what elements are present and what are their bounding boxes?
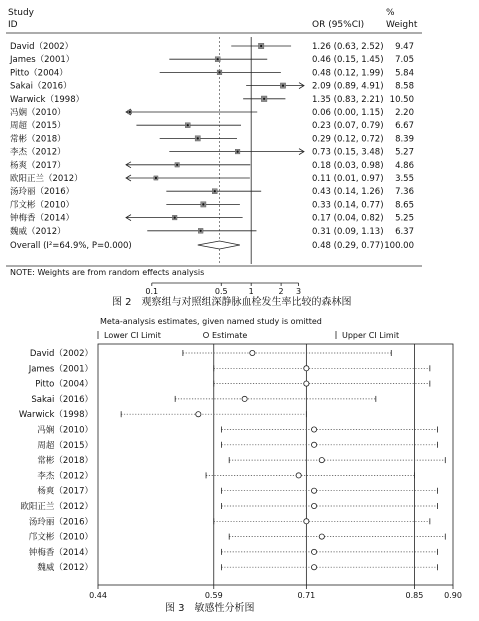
estimate-marker xyxy=(311,427,316,432)
point-estimate xyxy=(155,177,157,179)
legend-estimate: Estimate xyxy=(212,331,248,340)
id-header: ID xyxy=(8,20,18,30)
estimate-marker xyxy=(196,412,201,417)
point-estimate xyxy=(200,230,202,232)
weight-header: Weight xyxy=(386,20,418,30)
estimate-marker xyxy=(311,549,316,554)
point-estimate xyxy=(218,71,220,73)
x-tick-label: 0.44 xyxy=(89,591,107,600)
point-estimate xyxy=(282,85,284,87)
study-label: 邝文彬（2010） xyxy=(10,200,75,211)
point-estimate xyxy=(202,203,204,205)
overall-label: Overall (I²=64.9%, P=0.000) xyxy=(10,241,132,251)
forest-plot-body xyxy=(9,37,414,296)
study-label: 冯娴（2010） xyxy=(10,108,66,118)
estimate-marker xyxy=(304,519,309,524)
sensitivity-study-label: Pitto（2004） xyxy=(35,379,93,390)
sensitivity-study-label: David（2002） xyxy=(29,349,93,359)
sensitivity-study-label: James（2001） xyxy=(28,364,93,375)
study-label: 魏威（2012） xyxy=(10,226,66,237)
x-tick-label: 0.1 xyxy=(145,287,159,296)
or-ci-value: 2.09 (0.89, 4.91) xyxy=(312,81,384,92)
or-ci-header: OR (95%CI) xyxy=(312,20,365,30)
legend-lower-ci: Lower CI Limit xyxy=(104,331,161,340)
study-label: James（2001） xyxy=(10,55,75,66)
weight-value: 4.86 xyxy=(395,160,414,171)
overall-weight-value: 100.00 xyxy=(384,241,414,251)
sensitivity-study-label: 周超（2015） xyxy=(37,440,93,451)
figure3-caption: 图 3 敏感性分析图 xyxy=(165,603,255,614)
x-tick-label: 0.59 xyxy=(204,591,223,600)
sensitivity-plot-body xyxy=(19,344,462,600)
or-ci-value: 0.29 (0.12, 0.72) xyxy=(312,134,384,145)
point-estimate xyxy=(260,45,262,47)
point-estimate xyxy=(187,124,189,126)
weight-value: 10.50 xyxy=(389,94,414,105)
weight-value: 5.25 xyxy=(395,213,414,224)
figure2-caption: 图 2 观察组与对照组深静脉血栓发生率比较的森林图 xyxy=(112,297,352,308)
sensitivity-study-label: 魏威（2012） xyxy=(37,563,93,574)
weight-value: 7.05 xyxy=(395,55,414,66)
or-ci-value: 0.43 (0.14, 1.26) xyxy=(312,187,384,198)
sensitivity-study-label: 冯娴（2010） xyxy=(37,425,93,436)
weight-value: 9.47 xyxy=(395,42,414,52)
sensitivity-title: Meta-analysis estimates, given named study is omitted xyxy=(100,317,322,326)
study-label: 常彬（2018） xyxy=(10,134,66,145)
or-ci-value: 1.26 (0.63, 2.52) xyxy=(312,42,384,52)
study-header: Study xyxy=(8,8,34,18)
point-estimate xyxy=(236,151,238,153)
or-ci-value: 0.23 (0.07, 0.79) xyxy=(312,121,384,132)
sensitivity-plot xyxy=(19,317,462,600)
study-label: David（2002） xyxy=(10,42,74,52)
sensitivity-study-label: 邝文彬（2010） xyxy=(28,532,93,543)
or-ci-value: 0.73 (0.15, 3.48) xyxy=(312,147,384,158)
or-ci-value: 0.31 (0.09, 1.13) xyxy=(312,226,384,237)
sensitivity-study-label: 常彬（2018） xyxy=(37,456,93,467)
x-tick-label: 0.5 xyxy=(214,287,228,296)
estimate-marker xyxy=(311,503,316,508)
x-tick-label: 1 xyxy=(248,287,254,296)
x-tick-label: 0.90 xyxy=(444,591,462,600)
study-label: Sakai（2016） xyxy=(10,81,72,92)
estimate-marker xyxy=(311,488,316,493)
weight-value: 2.20 xyxy=(395,108,414,118)
overall-diamond xyxy=(198,241,240,249)
x-tick-label: 2 xyxy=(278,287,284,296)
estimate-marker xyxy=(319,534,324,539)
point-estimate xyxy=(263,98,265,100)
or-ci-value: 0.06 (0.00, 1.15) xyxy=(312,108,384,118)
point-estimate xyxy=(129,111,131,113)
point-estimate xyxy=(176,164,178,166)
legend-upper-ci: Upper CI Limit xyxy=(342,331,400,340)
sensitivity-study-label: 李杰（2012） xyxy=(37,471,93,482)
or-ci-value: 0.18 (0.03, 0.98) xyxy=(312,160,384,171)
weight-value: 6.67 xyxy=(395,121,414,132)
weight-value: 7.36 xyxy=(395,187,414,198)
point-estimate xyxy=(217,58,219,60)
weight-value: 8.65 xyxy=(395,200,414,211)
study-label: 汤玲丽（2016） xyxy=(10,187,75,198)
overall-or-ci-value: 0.48 (0.29, 0.77) xyxy=(312,241,384,251)
x-tick-label: 0.85 xyxy=(405,591,424,600)
sensitivity-study-label: 钟梅香（2014） xyxy=(28,547,93,558)
estimate-marker xyxy=(319,458,324,463)
x-tick-label: 3 xyxy=(296,287,302,296)
sensitivity-study-label: Warwick（1998） xyxy=(18,410,93,421)
point-estimate xyxy=(174,217,176,219)
estimate-legend-marker xyxy=(203,332,208,337)
weight-value: 3.55 xyxy=(395,174,414,184)
weight-value: 5.27 xyxy=(395,147,414,158)
study-label: 杨爽（2017） xyxy=(10,160,66,171)
weight-value: 8.39 xyxy=(395,134,414,145)
weight-value: 5.84 xyxy=(395,68,414,79)
estimate-marker xyxy=(242,396,247,401)
estimate-marker xyxy=(296,473,301,478)
sensitivity-study-label: 杨爽（2017） xyxy=(37,486,93,497)
sensitivity-frame xyxy=(98,344,453,585)
study-label: Pitto（2004） xyxy=(10,68,68,79)
estimate-marker xyxy=(250,350,255,355)
estimate-marker xyxy=(311,565,316,570)
estimate-marker xyxy=(311,442,316,447)
or-ci-value: 0.33 (0.14, 0.77) xyxy=(312,200,384,211)
forest-plot xyxy=(6,8,422,296)
estimate-marker xyxy=(304,381,309,386)
x-tick-label: 0.71 xyxy=(297,591,316,600)
study-label: 钟梅香（2014） xyxy=(10,213,75,224)
or-ci-value: 0.48 (0.12, 1.99) xyxy=(312,68,384,79)
or-ci-value: 0.11 (0.01, 0.97) xyxy=(312,174,384,184)
study-label: 周超（2015） xyxy=(10,121,66,132)
sensitivity-study-label: 汤玲丽（2016） xyxy=(28,517,93,528)
study-label: 李杰（2012） xyxy=(10,147,66,158)
or-ci-value: 1.35 (0.83, 2.21) xyxy=(312,94,384,105)
sensitivity-study-label: Sakai（2016） xyxy=(31,394,93,405)
or-ci-value: 0.46 (0.15, 1.45) xyxy=(312,55,384,66)
weight-value: 6.37 xyxy=(395,226,414,237)
weight-value: 8.58 xyxy=(395,81,414,92)
point-estimate xyxy=(214,190,216,192)
sensitivity-study-label: 欧阳正兰（2012） xyxy=(20,502,93,512)
or-ci-value: 0.17 (0.04, 0.82) xyxy=(312,213,384,224)
estimate-marker xyxy=(304,366,309,371)
point-estimate xyxy=(197,137,199,139)
percent-header: % xyxy=(386,8,395,18)
study-label: Warwick（1998） xyxy=(10,94,85,105)
study-label: 欧阳正兰（2012） xyxy=(10,174,83,184)
weights-note: NOTE: Weights are from random effects analysis xyxy=(10,268,205,277)
